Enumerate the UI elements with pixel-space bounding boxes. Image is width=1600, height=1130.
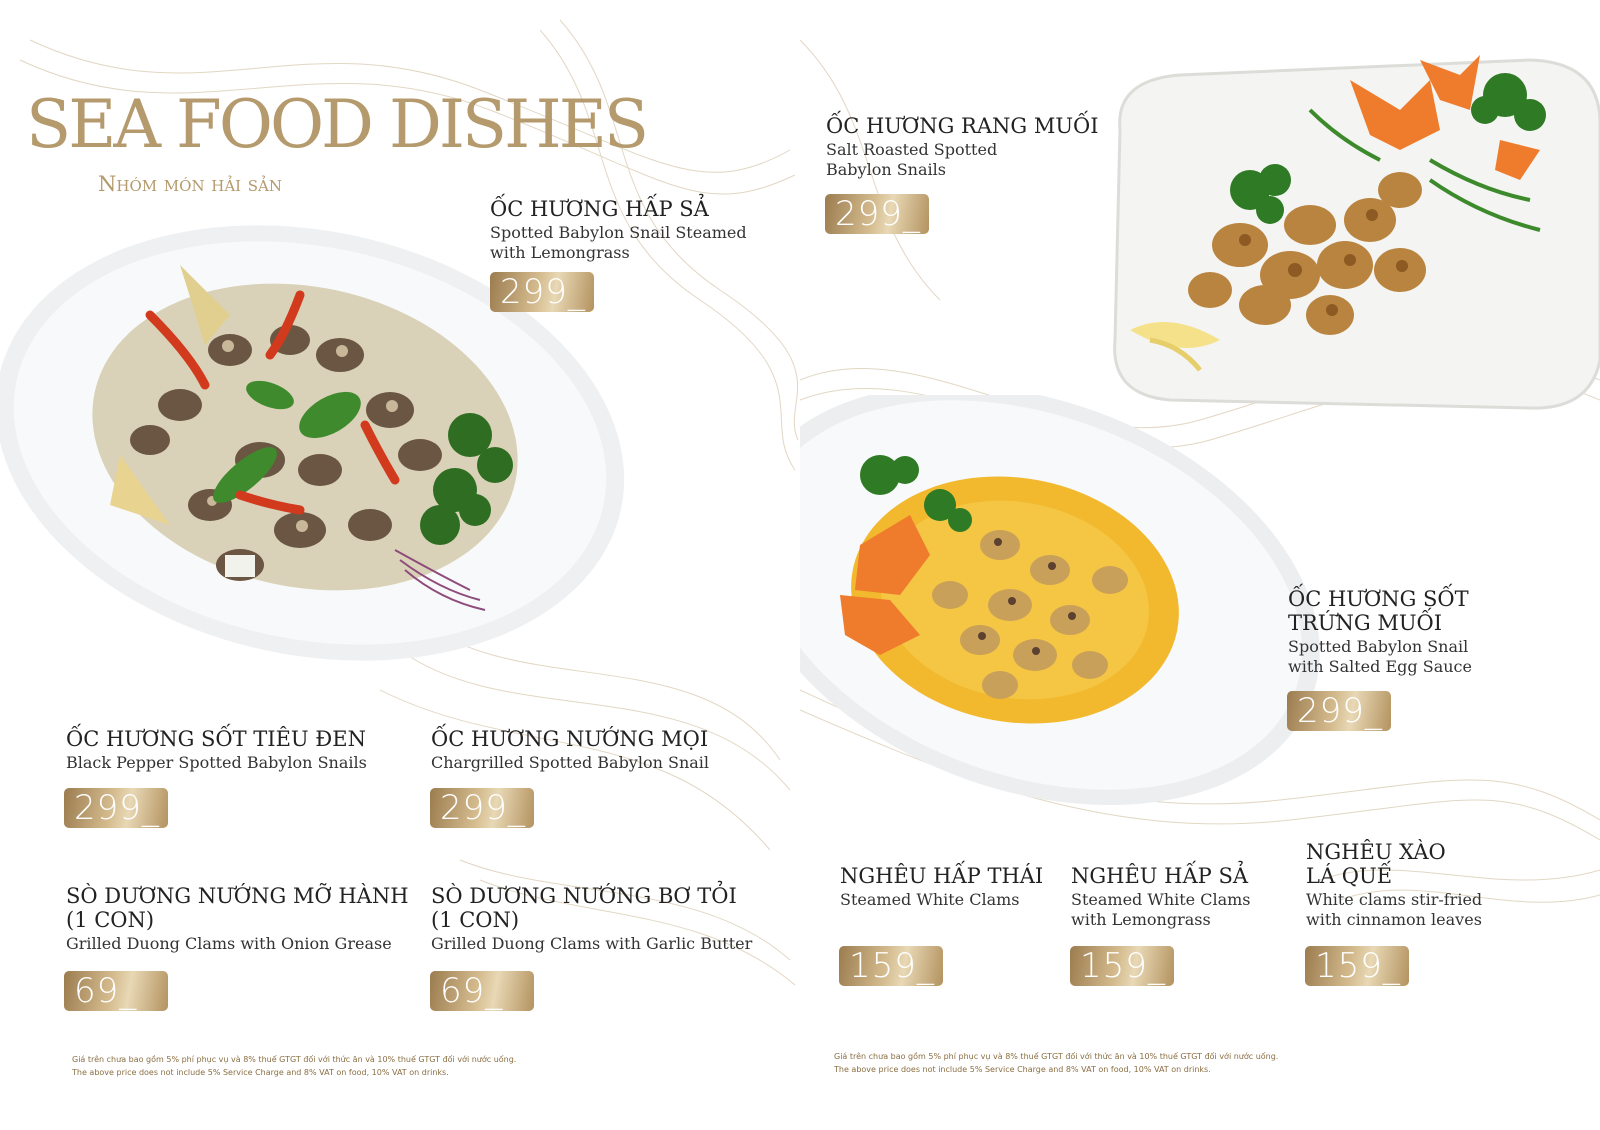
dish-salted-egg-snails — [1288, 587, 1588, 677]
price-badge: 159_ — [1305, 946, 1409, 986]
dish-steamed-clams-lemongrass — [1071, 864, 1291, 930]
dish-description: Steamed White Clams with Lemongrass — [1071, 890, 1251, 929]
dish-description: Chargrilled Spotted Babylon Snail — [431, 753, 710, 772]
footnote-en: The above price does not include 5% Service Charge and 8% VAT on food, 10% VAT on drinks. — [72, 1068, 449, 1077]
dish-description: Grilled Duong Clams with Onion Grease — [66, 934, 392, 953]
footnote-vi: Giá trên chưa bao gồm 5% phí phục vụ và 8% thuế GTGT đối với thức ăn và 10% thuế GTGT đối với nước uống. — [72, 1055, 517, 1064]
dish-description: Salt Roasted Spotted Babylon Snails — [826, 140, 998, 179]
dish-duong-clams-garlic — [431, 884, 781, 954]
dish-name: NGHÊU XÀO LÁ QUẾ — [1306, 840, 1446, 888]
price-badge: 299_ — [490, 272, 594, 312]
footnote-en: The above price does not include 5% Service Charge and 8% VAT on food, 10% VAT on drinks. — [834, 1065, 1211, 1074]
dish-name: ỐC HƯƠNG SỐT TIÊU ĐEN — [66, 727, 366, 751]
price-badge: 69_ — [430, 971, 534, 1011]
dish-name: NGHÊU HẤP SẢ — [1071, 864, 1249, 888]
dish-steamed-thai-clams — [840, 864, 1060, 910]
price-badge: 299_ — [430, 788, 534, 828]
dish-black-pepper-snails — [66, 727, 406, 773]
dish-name: ỐC HƯƠNG SỐT TRỨNG MUỐI — [1288, 587, 1469, 635]
dish-duong-clams-onion — [66, 884, 416, 954]
dish-clams-cinnamon-leaves — [1306, 840, 1526, 930]
dish-name: ỐC HƯƠNG NƯỚNG MỌI — [431, 727, 709, 751]
right-page — [800, 0, 1600, 1130]
dish-description: Grilled Duong Clams with Garlic Butter — [431, 934, 753, 953]
dish-description: Spotted Babylon Snail Steamed with Lemongrass — [490, 223, 747, 262]
price-badge: 299_ — [825, 194, 929, 234]
dish-salt-roasted-snails — [826, 114, 1116, 180]
menu-title: SEA FOOD DISHES — [26, 86, 647, 163]
menu-subtitle: Nhóm món hải sản — [98, 172, 282, 196]
dish-name: NGHÊU HẤP THÁI — [840, 864, 1044, 888]
dish-description: Steamed White Clams — [840, 890, 1020, 909]
dish-name: ỐC HƯƠNG HẤP SẢ — [490, 197, 709, 221]
price-badge: 299_ — [1287, 691, 1391, 731]
dish-name: SÒ DƯƠNG NƯỚNG MỠ HÀNH (1 CON) — [66, 884, 409, 932]
dish-description: White clams stir-fried with cinnamon leaves — [1306, 890, 1483, 929]
dish-steamed-snail-lemongrass — [490, 197, 790, 263]
price-badge: 69_ — [64, 971, 168, 1011]
dish-description: Black Pepper Spotted Babylon Snails — [66, 753, 367, 772]
dish-photo-salted-egg-snails — [800, 395, 1320, 805]
dish-name: SÒ DƯƠNG NƯỚNG BƠ TỎI (1 CON) — [431, 884, 737, 932]
footnote-vi: Giá trên chưa bao gồm 5% phí phục vụ và 8% thuế GTGT đối với thức ăn và 10% thuế GTGT đối với nước uống. — [834, 1052, 1279, 1061]
dish-chargrilled-snail — [431, 727, 771, 773]
dish-description: Spotted Babylon Snail with Salted Egg Sauce — [1288, 637, 1472, 676]
price-badge: 159_ — [839, 946, 943, 986]
dish-name: ỐC HƯƠNG RANG MUỐI — [826, 114, 1099, 138]
price-badge: 159_ — [1070, 946, 1174, 986]
price-badge: 299_ — [64, 788, 168, 828]
dish-photo-salt-roasted-snails — [1100, 40, 1600, 420]
